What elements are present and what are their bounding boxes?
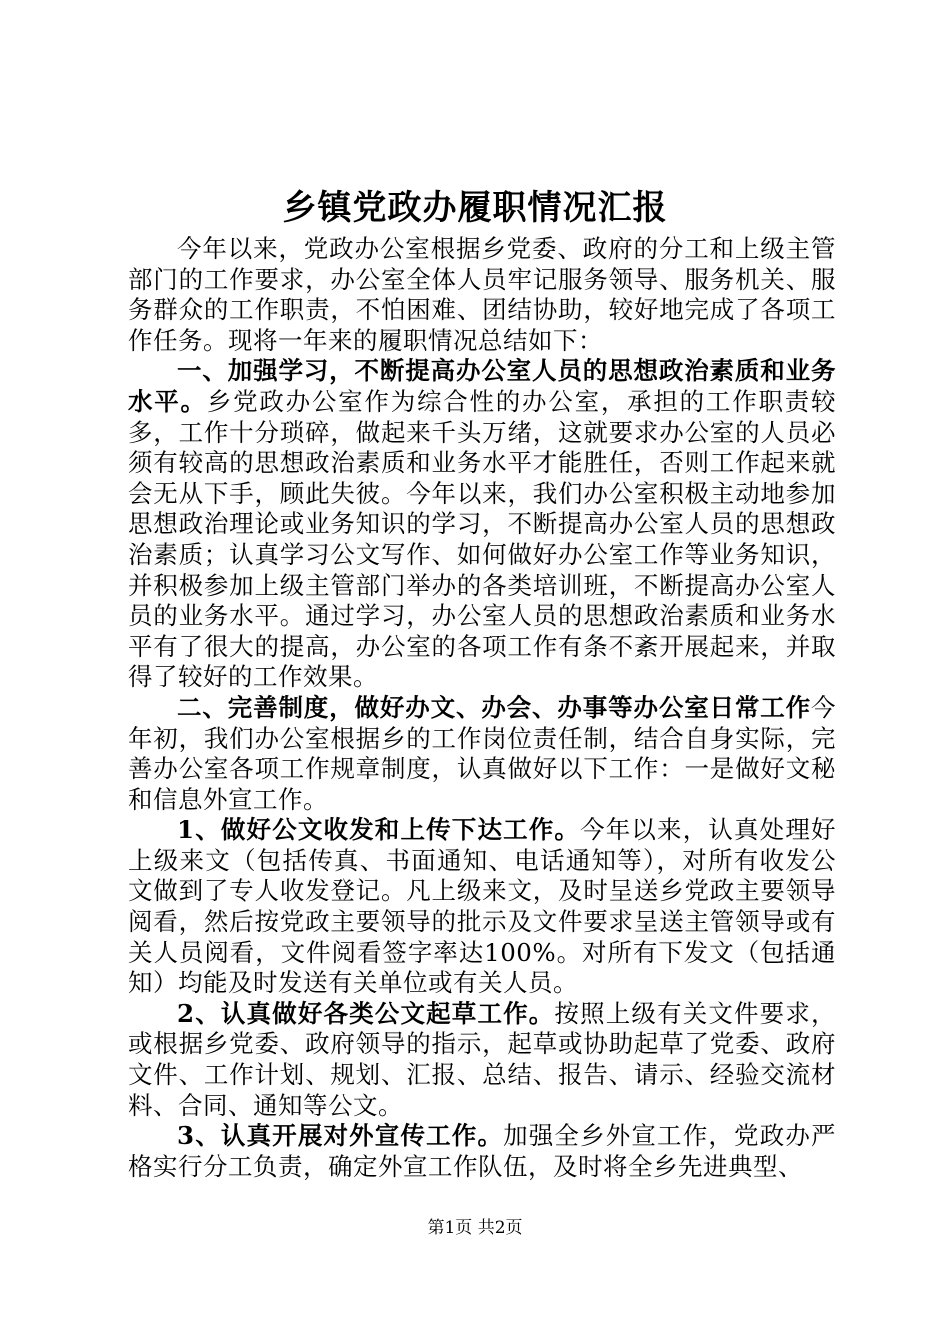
paragraph-text: 今年初，我们办公室根据乡的工作岗位责任制，结合自身实际，完善办公室各项工作规章制度，认真做好以下工作：一是做好文秘和信息外宣工作。 [128, 692, 836, 814]
paragraph-text: 今年以来，认真处理好上级来文（包括传真、书面通知、电话通知等），对所有收发公文做到了专人收发登记。凡上级来文，及时呈送乡党政主要领导阅看，然后按党政主要领导的批示及文件要求呈送主管领导或有关人员阅看，文件阅看签字率达100%。对所有下发文（包括通知）均能及时发送有关单位或有关人员。 [128, 815, 837, 998]
paragraph-item-2 [128, 999, 836, 1121]
item-heading: 1、做好公文收发和上传下达工作。 [177, 815, 581, 845]
item-heading: 3、认真开展对外宣传工作。 [177, 1121, 504, 1151]
paragraph-text: 乡党政办公室作为综合性的办公室，承担的工作职责较多，工作十分琐碎，做起来千头万绪，这就要求办公室的人员必须有较高的思想政治素质和业务水平才能胜任，否则工作起来就会无从下手，顾此失彼。今年以来，我们办公室积极主动地参加思想政治理论或业务知识的学习，不断提高办公室人员的思想政治素质；认真学习公文写作、如何做好办公室工作等业务知识，并积极参加上级主管部门举办的各类培训班，不断提高办公室人员的业务水平。通过学习，办公室人员的思想政治素质和业务水平有了很大的提高，办公室的各项工作有条不紊开展起来，并取得了较好的工作效果。 [128, 386, 837, 692]
section-heading: 一、加强学习，不断提高办公室人员的思想政治素质和业务水平。 [128, 356, 836, 416]
paragraph-text: 按照上级有关文件要求，或根据乡党委、政府领导的指示，起草或协助起草了党委、政府文件、工作计划、规划、汇报、总结、报告、请示、经验交流材料、合同、通知等公文。 [128, 998, 837, 1120]
item-heading: 2、认真做好各类公文起草工作。 [177, 998, 555, 1028]
paragraph-section-1 [128, 356, 836, 693]
paragraph-text: 加强全乡外宣工作，党政办严格实行分工负责，确定外宣工作队伍，及时将全乡先进典型、 [128, 1121, 837, 1181]
paragraph-section-2 [128, 693, 836, 815]
paragraph-text: 今年以来，党政办公室根据乡党委、政府的分工和上级主管部门的工作要求，办公室全体人员牢记服务领导、服务机关、服务群众的工作职责，不怕困难、团结协助，较好地完成了各项工作任务。现将一年来的履职情况总结如下： [128, 234, 836, 355]
document-body [128, 234, 836, 1182]
section-heading: 二、完善制度，做好办文、办会、办事等办公室日常工作 [177, 692, 811, 722]
document-title: 乡镇党政办履职情况汇报 [282, 188, 668, 228]
page-footer: 第1页 共2页 [427, 1218, 523, 1238]
paragraph-item-3 [128, 1121, 836, 1182]
paragraph-intro [128, 234, 836, 356]
paragraph-item-1 [128, 815, 836, 999]
